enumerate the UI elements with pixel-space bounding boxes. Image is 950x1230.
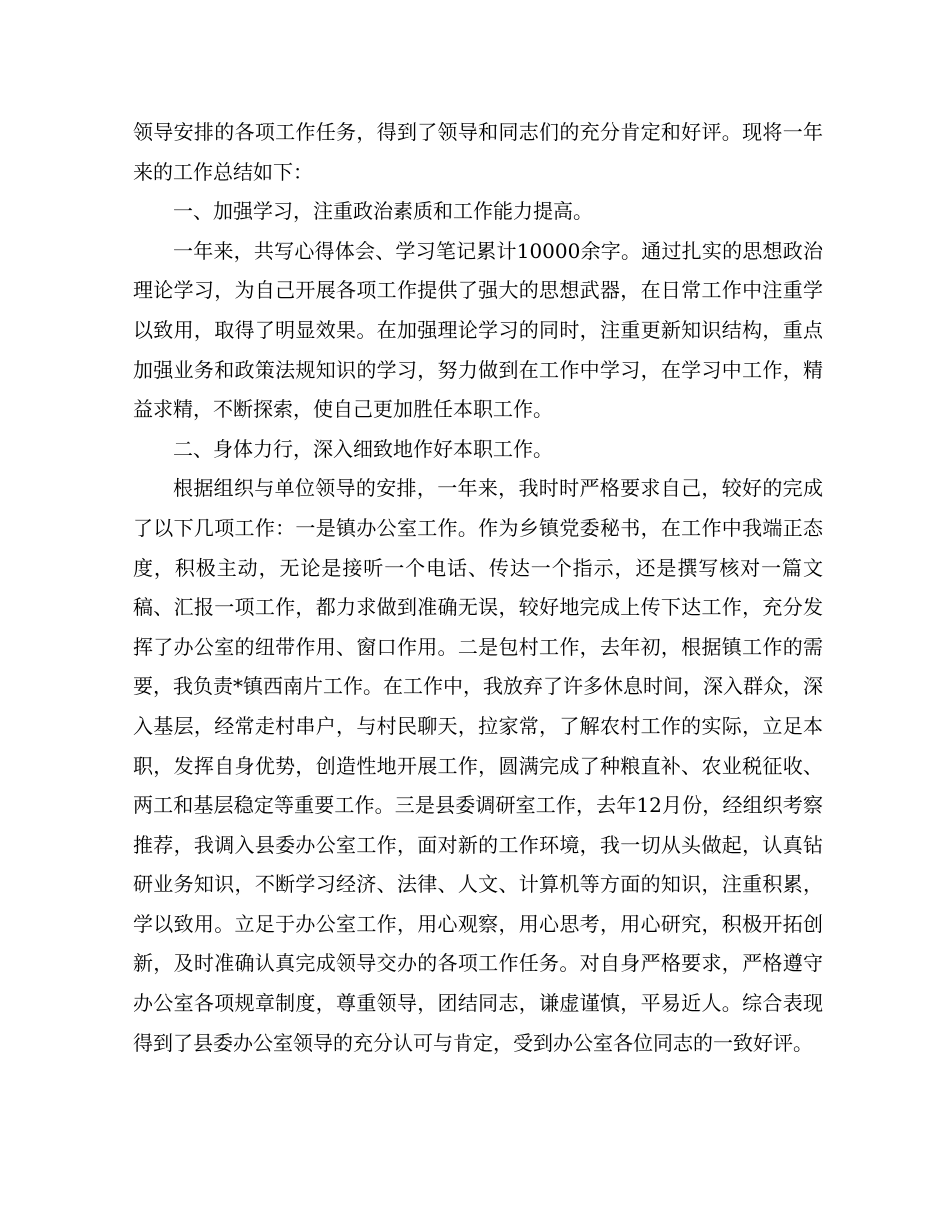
document-body	[133, 113, 823, 1063]
section-heading-work: 二、身体力行，深入细致地作好本职工作。	[173, 436, 553, 461]
paragraph-intro-continuation: 领导安排的各项工作任务，得到了领导和同志们的充分肯定和好评。现将一年来的工作总结如下：	[133, 120, 823, 184]
paragraph-work: 根据组织与单位领导的安排，一年来，我时时严格要求自己，较好的完成了以下几项工作：一是镇办公室工作。作为乡镇党委秘书，在工作中我端正态度，积极主动，无论是接听一个电话、传达一个指示，还是撰写核对一篇文稿、汇报一项工作，都力求做到准确无误，较好地完成上传下达工作，充分发挥了办公室的纽带作用、窗口作用。二是包村工作，去年初，根据镇工作的需要，我负责*镇西南片工作。在工作中，我放弃了许多休息时间，深入群众，深入基层，经常走村串户，与村民聊天，拉家常，了解农村工作的实际，立足本职，发挥自身优势，创造性地开展工作，圆满完成了种粮直补、农业税征收、两工和基层稳定等重要工作。三是县委调研室工作，去年12月份，经组织考察推荐，我调入县委办公室工作，面对新的工作环境，我一切从头做起，认真钻研业务知识，不断学习经济、法律、人文、计算机等方面的知识，注重积累，学以致用。立足于办公室工作，用心观察，用心思考，用心研究，积极开拓创新，及时准确认真完成领导交办的各项工作任务。对自身严格要求，严格遵守办公室各项规章制度，尊重领导，团结同志，谦虚谨慎，平易近人。综合表现得到了县委办公室领导的充分认可与肯定，受到办公室各位同志的一致好评。	[133, 476, 823, 1055]
paragraph-study: 一年来，共写心得体会、学习笔记累计10000余字。通过扎实的思想政治理论学习，为自己开展各项工作提供了强大的思想武器，在日常工作中注重学以致用，取得了明显效果。在加强理论学习的同时，注重更新知识结构，重点加强业务和政策法规知识的学习，努力做到在工作中学习，在学习中工作，精益求精，不断探索，使自己更加胜任本职工作。	[133, 238, 823, 422]
section-heading-study: 一、加强学习，注重政治素质和工作能力提高。	[173, 199, 593, 224]
